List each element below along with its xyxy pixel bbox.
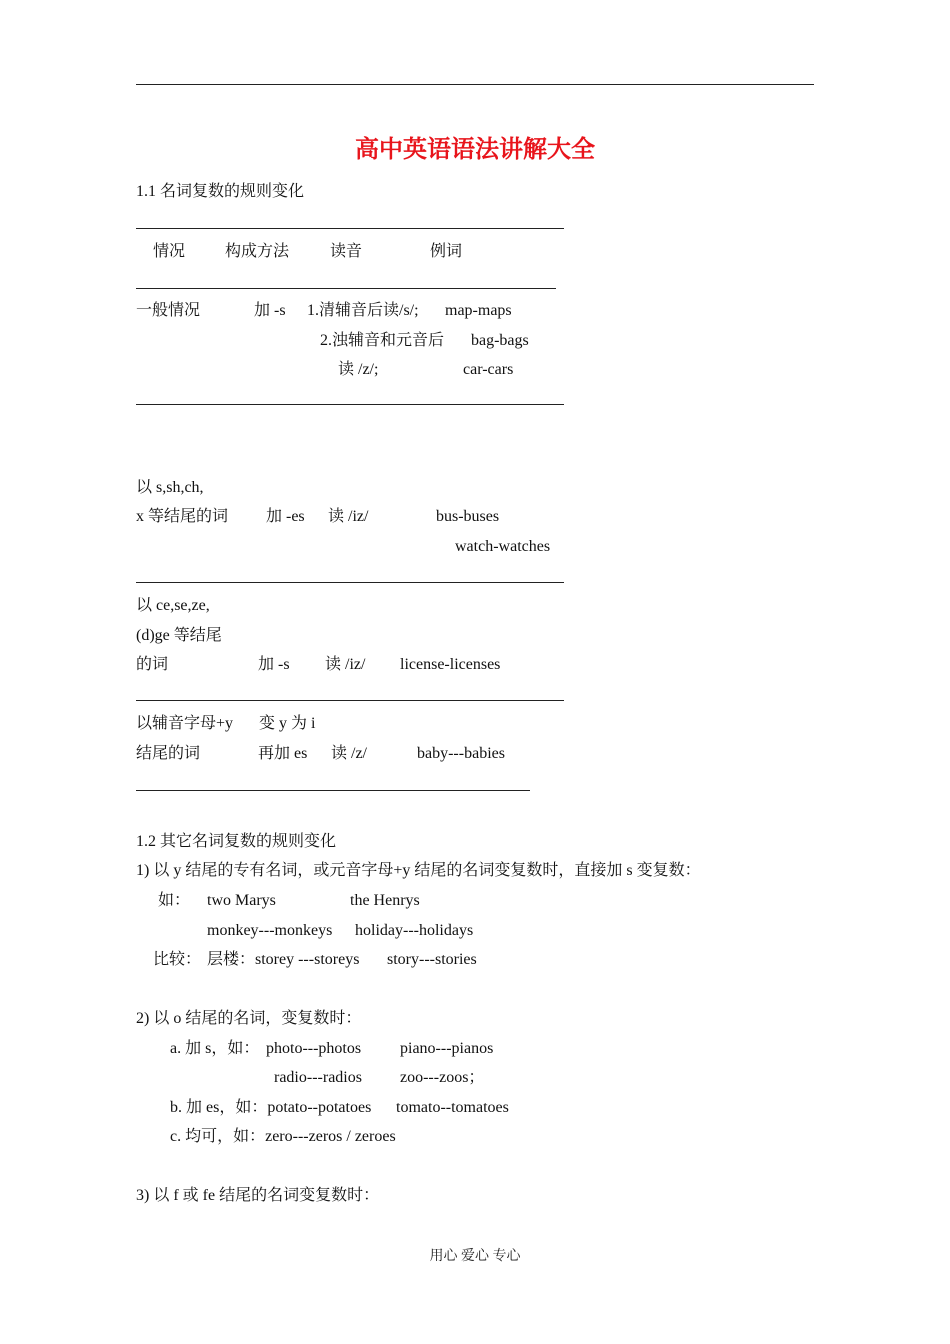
table-rule-3 (136, 404, 564, 405)
rule-1-compare-label: 比较： (153, 951, 202, 968)
rule-1-example-1: two Marys (207, 892, 276, 909)
row1-example-2: bag-bags (471, 332, 529, 349)
row4-example: baby---babies (417, 745, 505, 762)
rule-1-compare-text: 层楼：storey ---storeys (207, 951, 360, 968)
table-rule-2 (136, 288, 556, 289)
row1-case: 一般情况 (136, 302, 201, 319)
table-rule-6 (136, 790, 530, 791)
row3-example: license-licenses (400, 656, 501, 673)
rule-1-example-2: the Henrys (350, 892, 420, 909)
rule-2-b-text: b. 加 es，如：potato--potatoes (170, 1099, 372, 1116)
top-rule (136, 84, 814, 85)
row1-example-1: map-maps (445, 302, 512, 319)
rule-2-c-text: c. 均可，如：zero---zeros / zeroes (170, 1128, 396, 1145)
rule-1-example-label: 如： (158, 892, 191, 909)
rule-2-a-example-2: piano---pianos (400, 1040, 494, 1057)
row4-case-line-2: 结尾的词 (136, 745, 201, 762)
page-footer: 用心 爱心 专心 (429, 1249, 521, 1264)
row3-pron: 读 /iz/ (325, 656, 366, 673)
rule-1-text: 1) 以 y 结尾的专有名词，或元音字母+y 结尾的名词变复数时，直接加 s 变复数： (136, 862, 701, 879)
rule-2-a-example-1: photo---photos (266, 1040, 362, 1057)
section-heading-1-1: 1.1 名词复数的规则变化 (136, 183, 305, 200)
rule-2-a-example-3: radio---radios (274, 1069, 362, 1086)
row4-pron: 读 /z/ (331, 745, 367, 762)
table-rule-5 (136, 700, 564, 701)
row2-example-2: watch-watches (455, 538, 551, 555)
section-heading-1-2: 1.2 其它名词复数的规则变化 (136, 833, 337, 850)
table-rule-4 (136, 582, 564, 583)
rule-2-b-example-2: tomato--tomatoes (396, 1099, 509, 1116)
rule-2-text: 2) 以 o 结尾的名词，变复数时： (136, 1010, 362, 1027)
row3-case-line-3: 的词 (136, 656, 169, 673)
page-title: 高中英语语法讲解大全 (355, 135, 595, 163)
rule-2-a-example-4: zoo---zoos； (400, 1069, 485, 1086)
rule-1-example-3: monkey---monkeys (207, 922, 333, 939)
row3-method: 加 -s (258, 656, 290, 673)
row4-method-line-2: 再加 es (258, 745, 308, 762)
row2-method: 加 -es (266, 508, 305, 525)
row3-case-line-1: 以 ce,se,ze, (136, 597, 210, 614)
header-case: 情况 (153, 243, 186, 260)
header-method: 构成方法 (225, 243, 290, 260)
rule-1-compare-example: story---stories (387, 951, 477, 968)
row4-case-line-1: 以辅音字母+y (136, 715, 234, 732)
header-example: 例词 (430, 243, 463, 260)
row2-example-1: bus-buses (436, 508, 500, 525)
row2-case-line-1: 以 s,sh,ch, (136, 479, 204, 496)
rule-3-text: 3) 以 f 或 fe 结尾的名词变复数时： (136, 1187, 380, 1204)
rule-2-a-label: a. 加 s，如： (170, 1040, 260, 1057)
row1-example-3: car-cars (463, 361, 514, 378)
row1-pron-1: 1.清辅音后读/s/; (307, 302, 419, 319)
row1-pron-2: 2.浊辅音和元音后 (320, 332, 445, 349)
row1-method: 加 -s (254, 302, 286, 319)
table-rule-1 (136, 228, 564, 229)
header-pronunciation: 读音 (330, 243, 363, 260)
row2-case-line-2: x 等结尾的词 (136, 508, 229, 525)
row1-pron-3: 读 /z/; (338, 361, 379, 378)
row4-method-line-1: 变 y 为 i (259, 715, 316, 732)
rule-1-example-4: holiday---holidays (355, 922, 474, 939)
row3-case-line-2: (d)ge 等结尾 (136, 627, 222, 644)
row2-pron: 读 /iz/ (328, 508, 369, 525)
